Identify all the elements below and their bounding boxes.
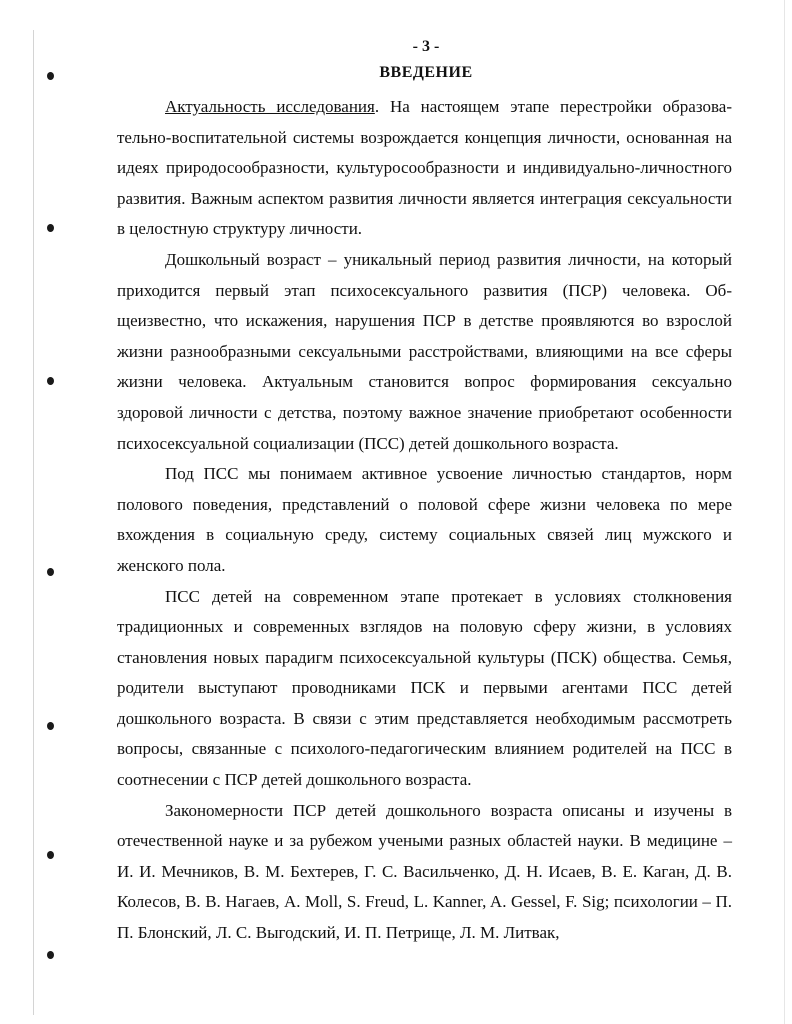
- binder-hole-mark: [47, 377, 54, 385]
- binder-hole-mark: [47, 568, 54, 576]
- relevance-text: . На настоящем этапе перестройки образовательно-воспитательной системы возрождается концепция личности, основанная на идеях природосообразности, культуросообразности и индивидуально-личностного развития. Важным аспектом развития личности является интеграция сексуальности в целостную структуру личности.: [117, 97, 732, 239]
- binder-hole-mark: [47, 722, 54, 730]
- right-edge-line: [784, 0, 785, 1024]
- body-text: [117, 92, 732, 949]
- paragraph-patterns: Закономерности ПСР детей дошкольного возраста описаны и изучены в отечественной науке и за рубежом учеными разных областей науки. В медицине – И. И. Мечников, В. М. Бехтерев, Г. С. Васильченко, Д. Н. Исаев, В. Е. Каган, Д. В. Колесов, В. В. Нагаев, A. Moll, S. Freud, L. Kanner, A. Gessel, F. Sig; психологии – П. П. Блонский, Л. С. Выгодский, И. П. Петрище, Л. М. Литвак,: [117, 800, 732, 943]
- paragraph-relevance: [117, 92, 732, 245]
- paragraph-preschool-age: Дошкольный возраст – уникальный период развития личности, на который приходится первый этап психосексуального развития (ПСР) человека. Общеизвестно, что искажения, нарушения ПСР в детстве проявляются во взрослой жизни разнообразными сексуальными расстройствами, влияющими на все сферы жизни человека. Актуальным становится вопрос формирования сексуально здоровой личности с детства, поэтому важное значение приобретают особенности психосексуальной социализации (ПСС) детей дошкольного возраста.: [117, 249, 732, 453]
- binder-hole-mark: [47, 951, 54, 959]
- page-number: - 3 -: [412, 38, 440, 55]
- binder-hole-mark: [47, 851, 54, 859]
- left-margin-line: [33, 30, 34, 1015]
- binder-hole-mark: [47, 224, 54, 232]
- relevance-lead: Актуальность исследования: [165, 97, 375, 116]
- paragraph-pss-modern: ПСС детей на современном этапе протекает в условиях столкновения традиционных и современных взглядов на половую сферу жизни, в условиях становления новых парадигм психосексуальной культуры (ПСК) общества. Семья, родители выступают проводниками ПСК и первыми агентами ПСС детей дошкольного возраста. В связи с этим представляется необходимым рассмотреть вопросы, связанные с психолого-педагогическим влиянием родителей на ПСС в соотнесении с ПСР детей дошкольного возраста.: [117, 586, 732, 790]
- section-title: ВВЕДЕНИЕ: [379, 64, 473, 81]
- paragraph-pss-definition: Под ПСС мы понимаем активное усвоение личностью стандартов, норм полового поведения, представлений о половой сфере жизни человека по мере вхождения в социальную среду, систему социальных связей лиц мужского и женского пола.: [117, 464, 732, 575]
